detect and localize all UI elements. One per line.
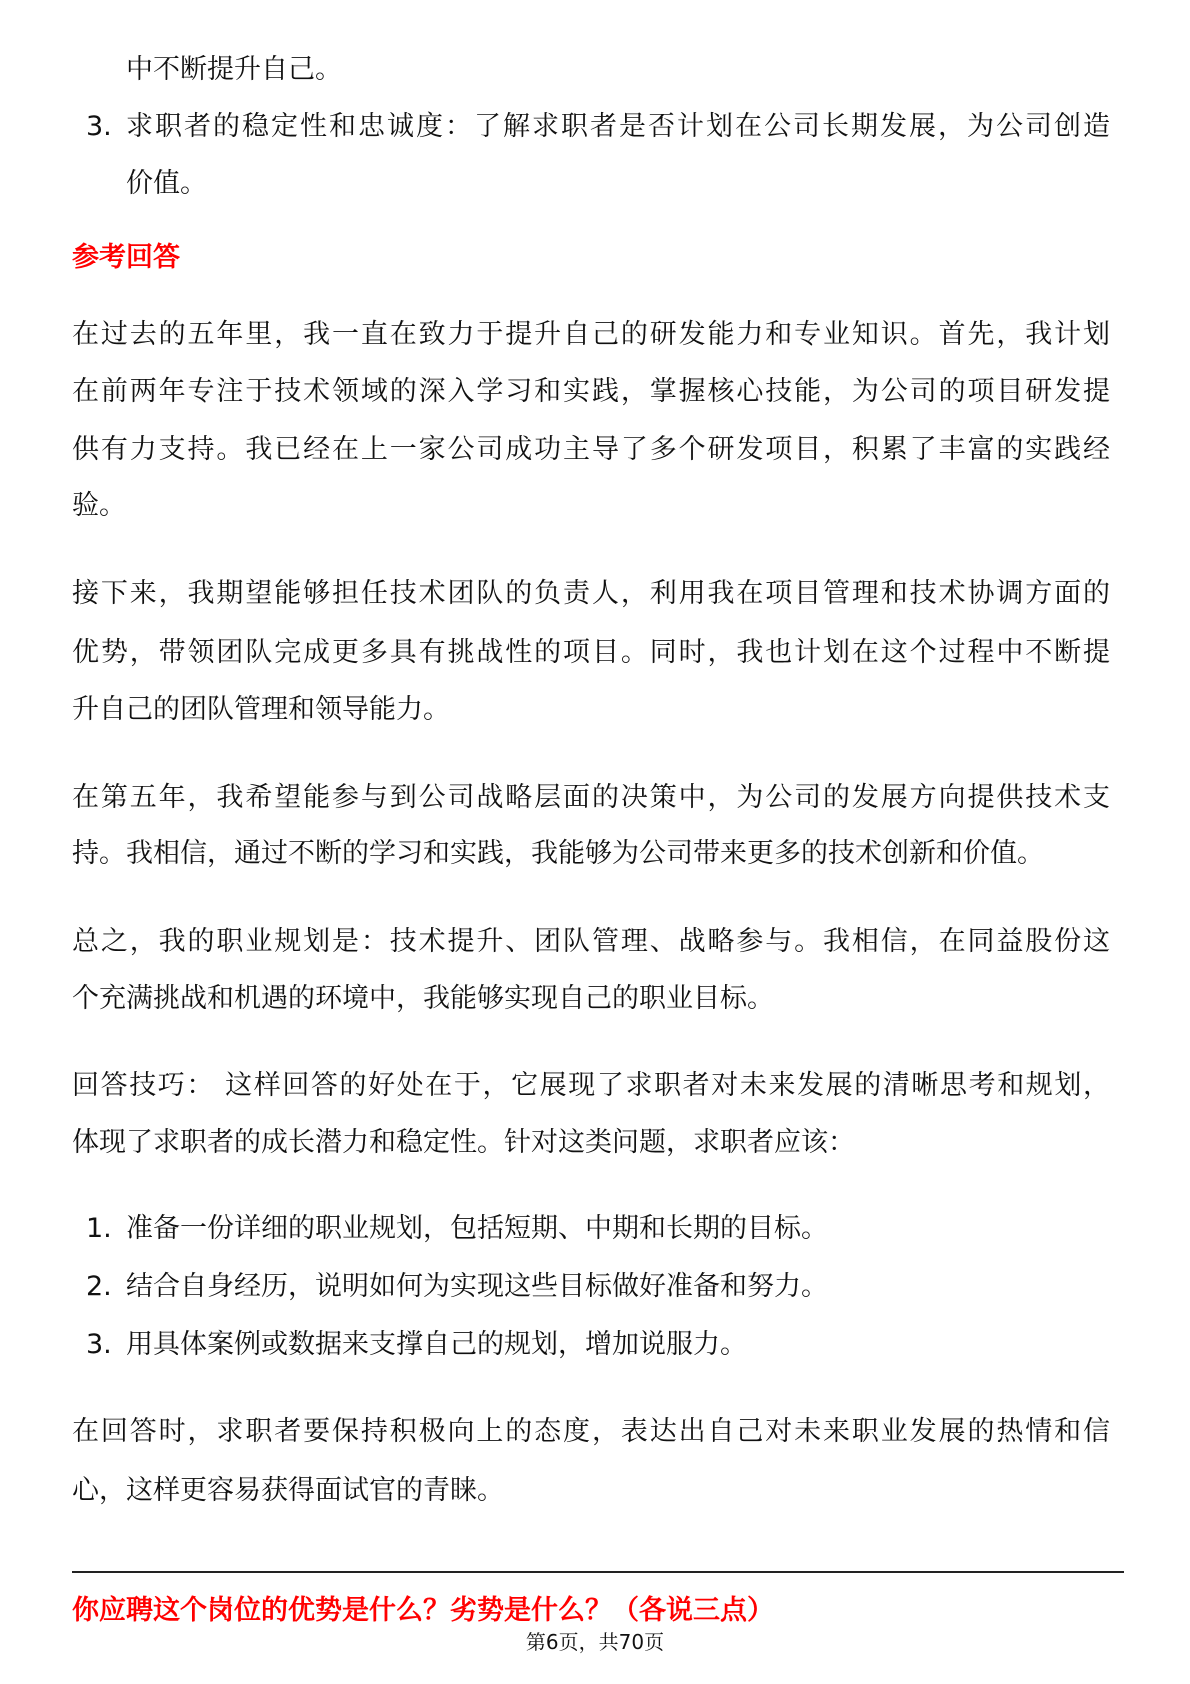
- paragraph-line: 个充满挑战和机遇的环境中，我能够实现自己的职业目标。: [72, 983, 774, 1014]
- section-title: 参考回答: [72, 242, 180, 273]
- paragraph-line: 在前两年专注于技术领域的深入学习和实践，掌握核心技能，为公司的项目研发提: [72, 376, 1110, 407]
- page-number: 第6页，共70页: [525, 1630, 665, 1654]
- paragraph-line: 接下来，我期望能够担任技术团队的负责人，利用我在项目管理和技术协调方面的: [72, 578, 1110, 609]
- list-item-text: 求职者的稳定性和忠诚度：了解求职者是否计划在公司长期发展，为公司创造: [126, 111, 1110, 142]
- paragraph-line: 在第五年，我希望能参与到公司战略层面的决策中，为公司的发展方向提供技术支: [72, 782, 1110, 813]
- paragraph-line: 升自己的团队管理和领导能力。: [72, 694, 450, 725]
- list-number: 1.: [86, 1213, 112, 1244]
- list-number: 3.: [86, 1329, 112, 1360]
- paragraph-line: 在回答时，求职者要保持积极向上的态度，表达出自己对未来职业发展的热情和信: [72, 1416, 1110, 1447]
- list-number: 2.: [86, 1271, 112, 1302]
- paragraph-line: 心，这样更容易获得面试官的青睐。: [72, 1475, 504, 1506]
- divider: [72, 1571, 1124, 1573]
- list-item-text: 用具体案例或数据来支撑自己的规划，增加说服力。: [126, 1329, 747, 1360]
- paragraph-line: 验。: [72, 490, 126, 521]
- paragraph-line: 回答技巧： 这样回答的好处在于，它展现了求职者对未来发展的清晰思考和规划，: [72, 1070, 1110, 1101]
- paragraph-line: 持。我相信，通过不断的学习和实践，我能够为公司带来更多的技术创新和价值。: [72, 838, 1044, 869]
- paragraph-line: 在过去的五年里，我一直在致力于提升自己的研发能力和专业知识。首先，我计划: [72, 319, 1110, 350]
- paragraph-line: 总之，我的职业规划是：技术提升、团队管理、战略参与。我相信，在同益股份这: [72, 926, 1110, 957]
- list-item-text: 结合自身经历，说明如何为实现这些目标做好准备和努力。: [126, 1271, 828, 1302]
- list-number: 3.: [86, 111, 112, 142]
- list-item-text: 价值。: [126, 168, 207, 199]
- list-item-continuation: 中不断提升自己。: [126, 54, 342, 85]
- paragraph-line: 供有力支持。我已经在上一家公司成功主导了多个研发项目，积累了丰富的实践经: [72, 434, 1110, 465]
- next-question-heading: 你应聘这个岗位的优势是什么？劣势是什么？（各说三点）: [72, 1595, 774, 1626]
- list-item-text: 准备一份详细的职业规划，包括短期、中期和长期的目标。: [126, 1213, 828, 1244]
- paragraph-line: 优势，带领团队完成更多具有挑战性的项目。同时，我也计划在这个过程中不断提: [72, 637, 1110, 668]
- paragraph-line: 体现了求职者的成长潜力和稳定性。针对这类问题，求职者应该：: [72, 1127, 855, 1158]
